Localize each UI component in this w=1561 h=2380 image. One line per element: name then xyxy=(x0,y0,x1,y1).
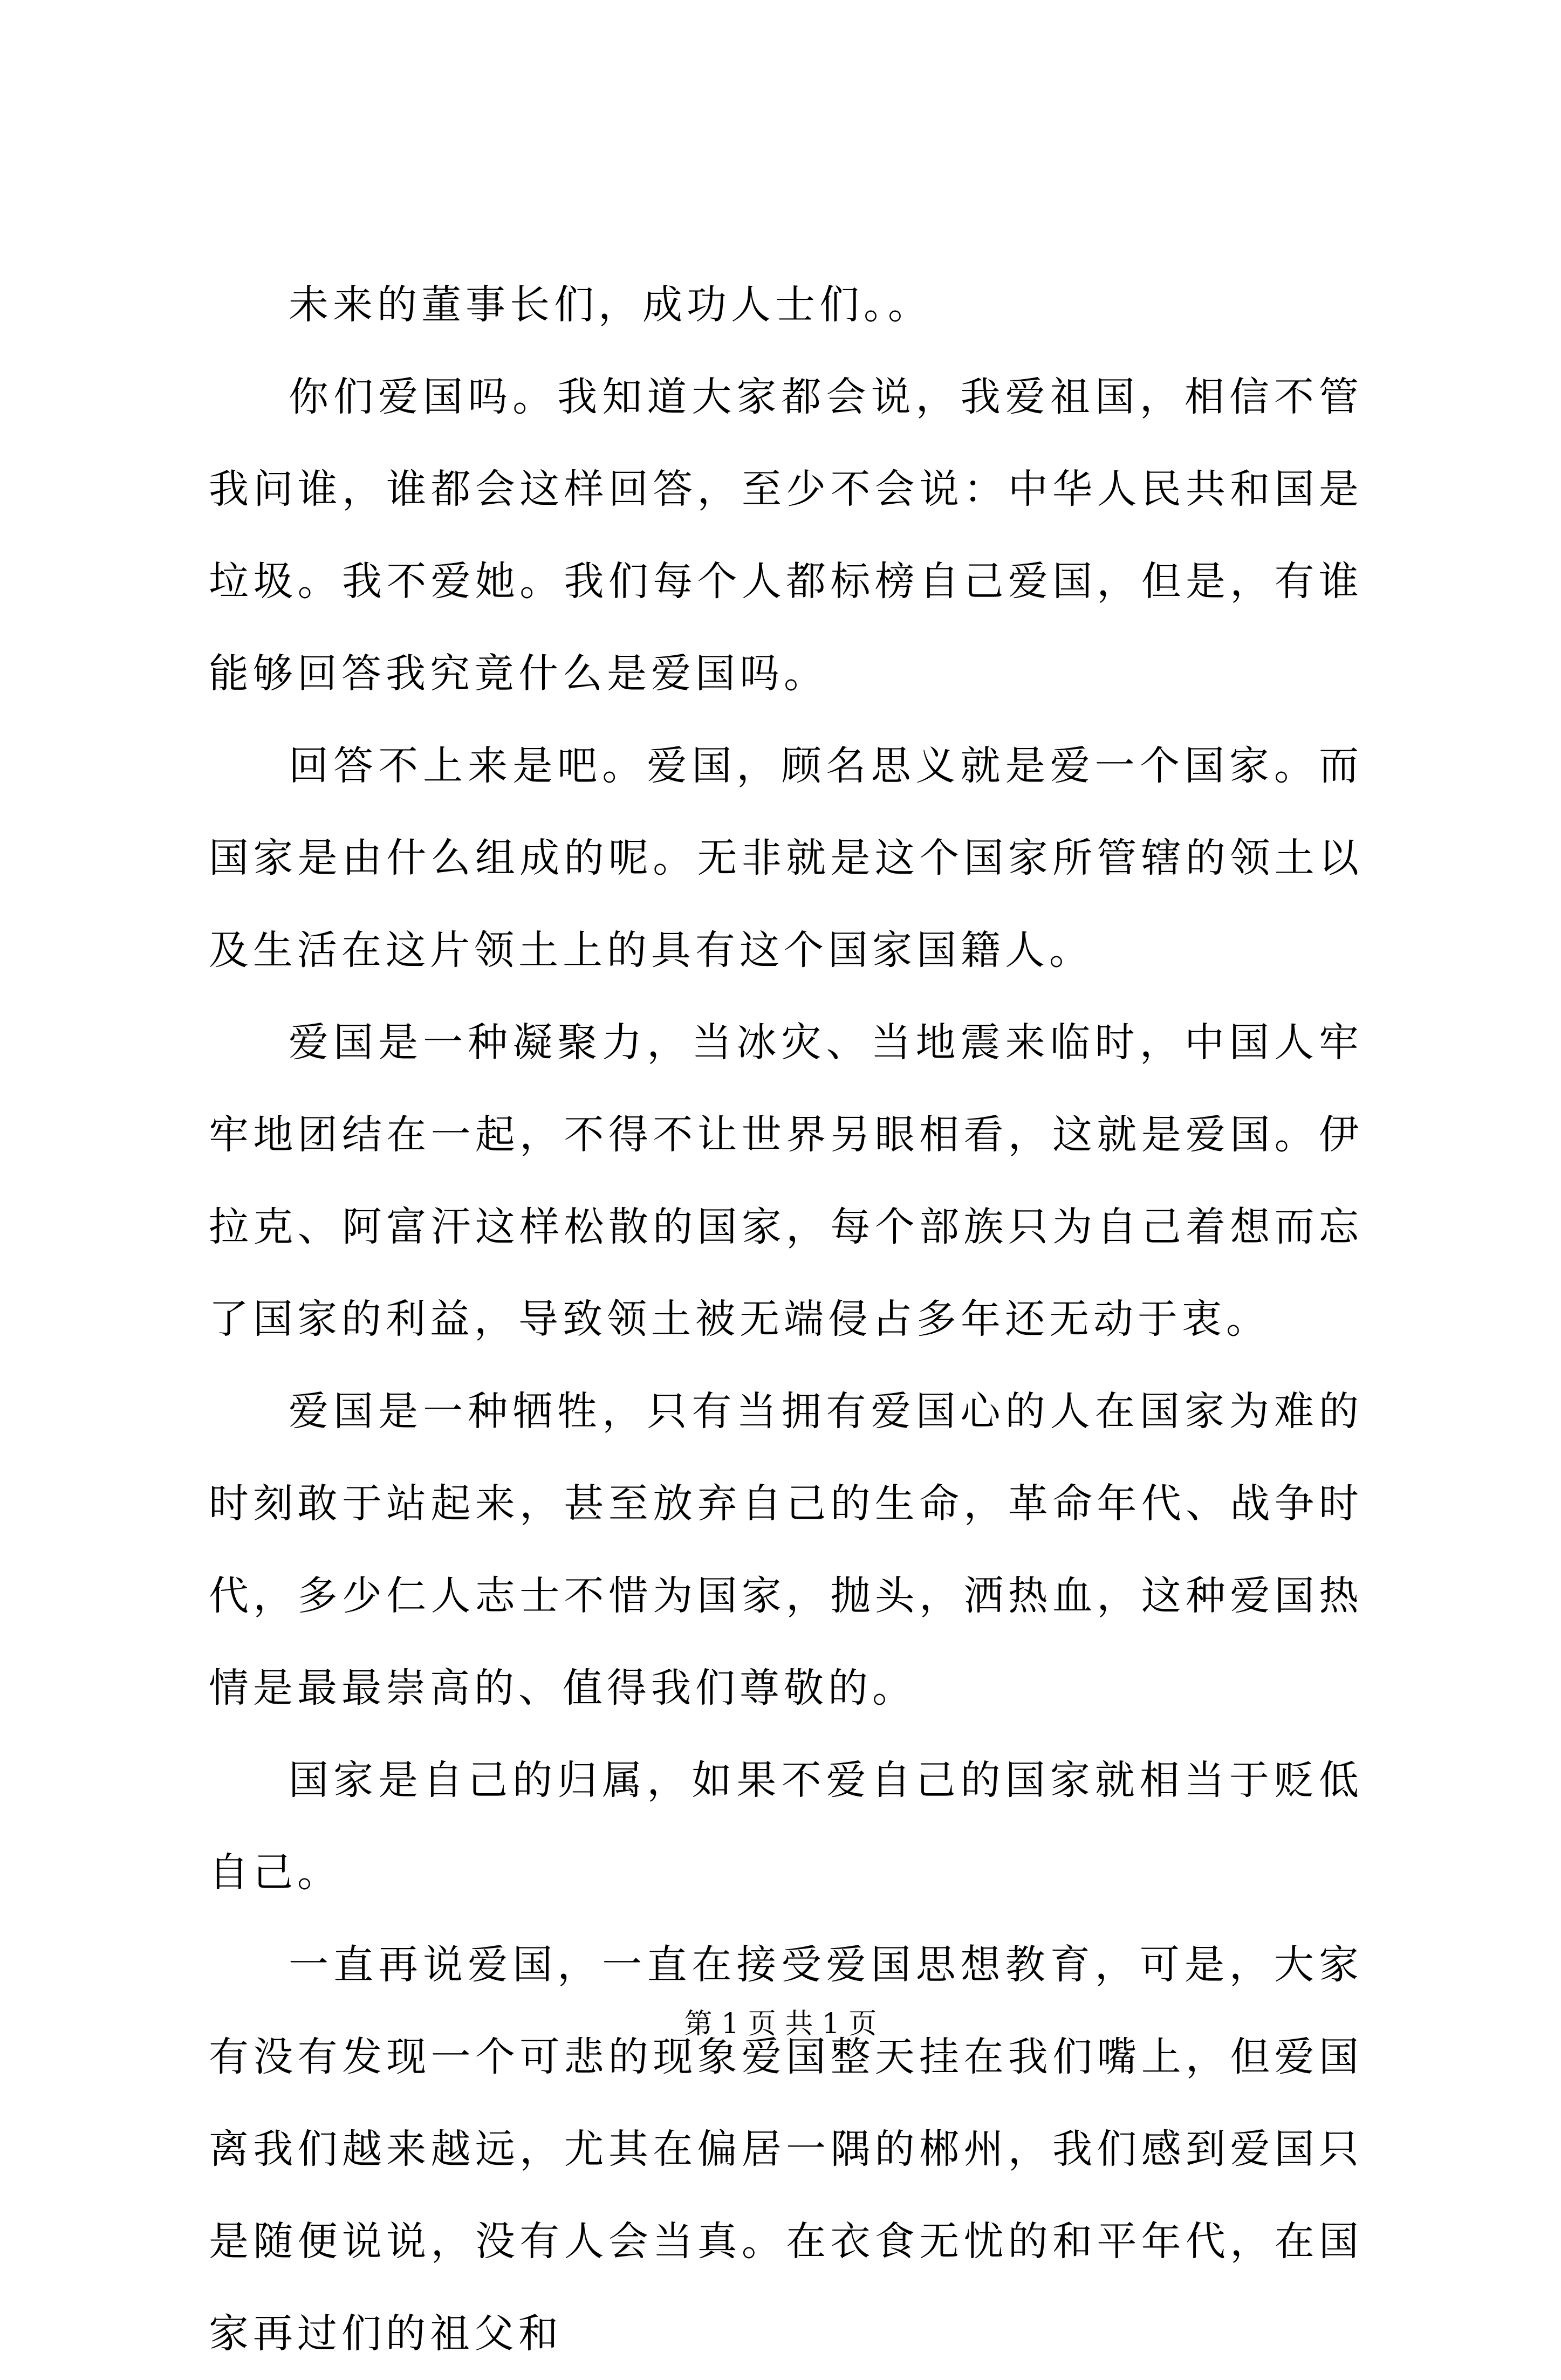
paragraph-definition: 回答不上来是吧。爱国，顾名思义就是爱一个国家。而国家是由什么组成的呢。无非就是这个国家所管辖的领土以及生活在这片领土上的具有这个国家国籍人。 xyxy=(209,743,1363,973)
paragraph-cohesion: 爱国是一种凝聚力，当冰灾、当地震来临时，中国人牢牢地团结在一起，不得不让世界另眼相看，这就是爱国。伊拉克、阿富汗这样松散的国家，每个部族只为自己着想而忘了国家的利益，导致领土被无端侵占多年还无动于衷。 xyxy=(209,1019,1363,1342)
paragraph-sacrifice: 爱国是一种牺牲，只有当拥有爱国心的人在国家为难的时刻敢于站起来，甚至放弃自己的生命，革命年代、战争时代，多少仁人志士不惜为国家，抛头，洒热血，这种爱国热情是最最崇高的、值得我们尊敬的。 xyxy=(209,1388,1363,1711)
paragraph-belonging: 国家是自己的归属，如果不爱自己的国家就相当于贬低自己。 xyxy=(209,1757,1363,1896)
paragraph-reflection: 一直再说爱国，一直在接受爱国思想教育，可是，大家有没有发现一个可悲的现象爱国整天挂在我们嘴上，但爱国离我们越来越远，尤其在偏居一隅的郴州，我们感到爱国只是随便说说，没有人会当真。在衣食无忧的和平年代，在国家再过们的祖父和 xyxy=(209,1942,1363,2357)
document-body xyxy=(209,259,1363,2380)
paragraph-question: 你们爱国吗。我知道大家都会说，我爱祖国，相信不管我问谁，谁都会这样回答，至少不会说：中华人民共和国是垃圾。我不爱她。我们每个人都标榜自己爱国，但是，有谁能够回答我究竟什么是爱国吗。 xyxy=(209,374,1363,697)
page-number-footer: 第 1 页 共 1 页 xyxy=(684,2008,877,2040)
paragraph-greeting: 未来的董事长们，成功人士们。。 xyxy=(289,282,932,328)
